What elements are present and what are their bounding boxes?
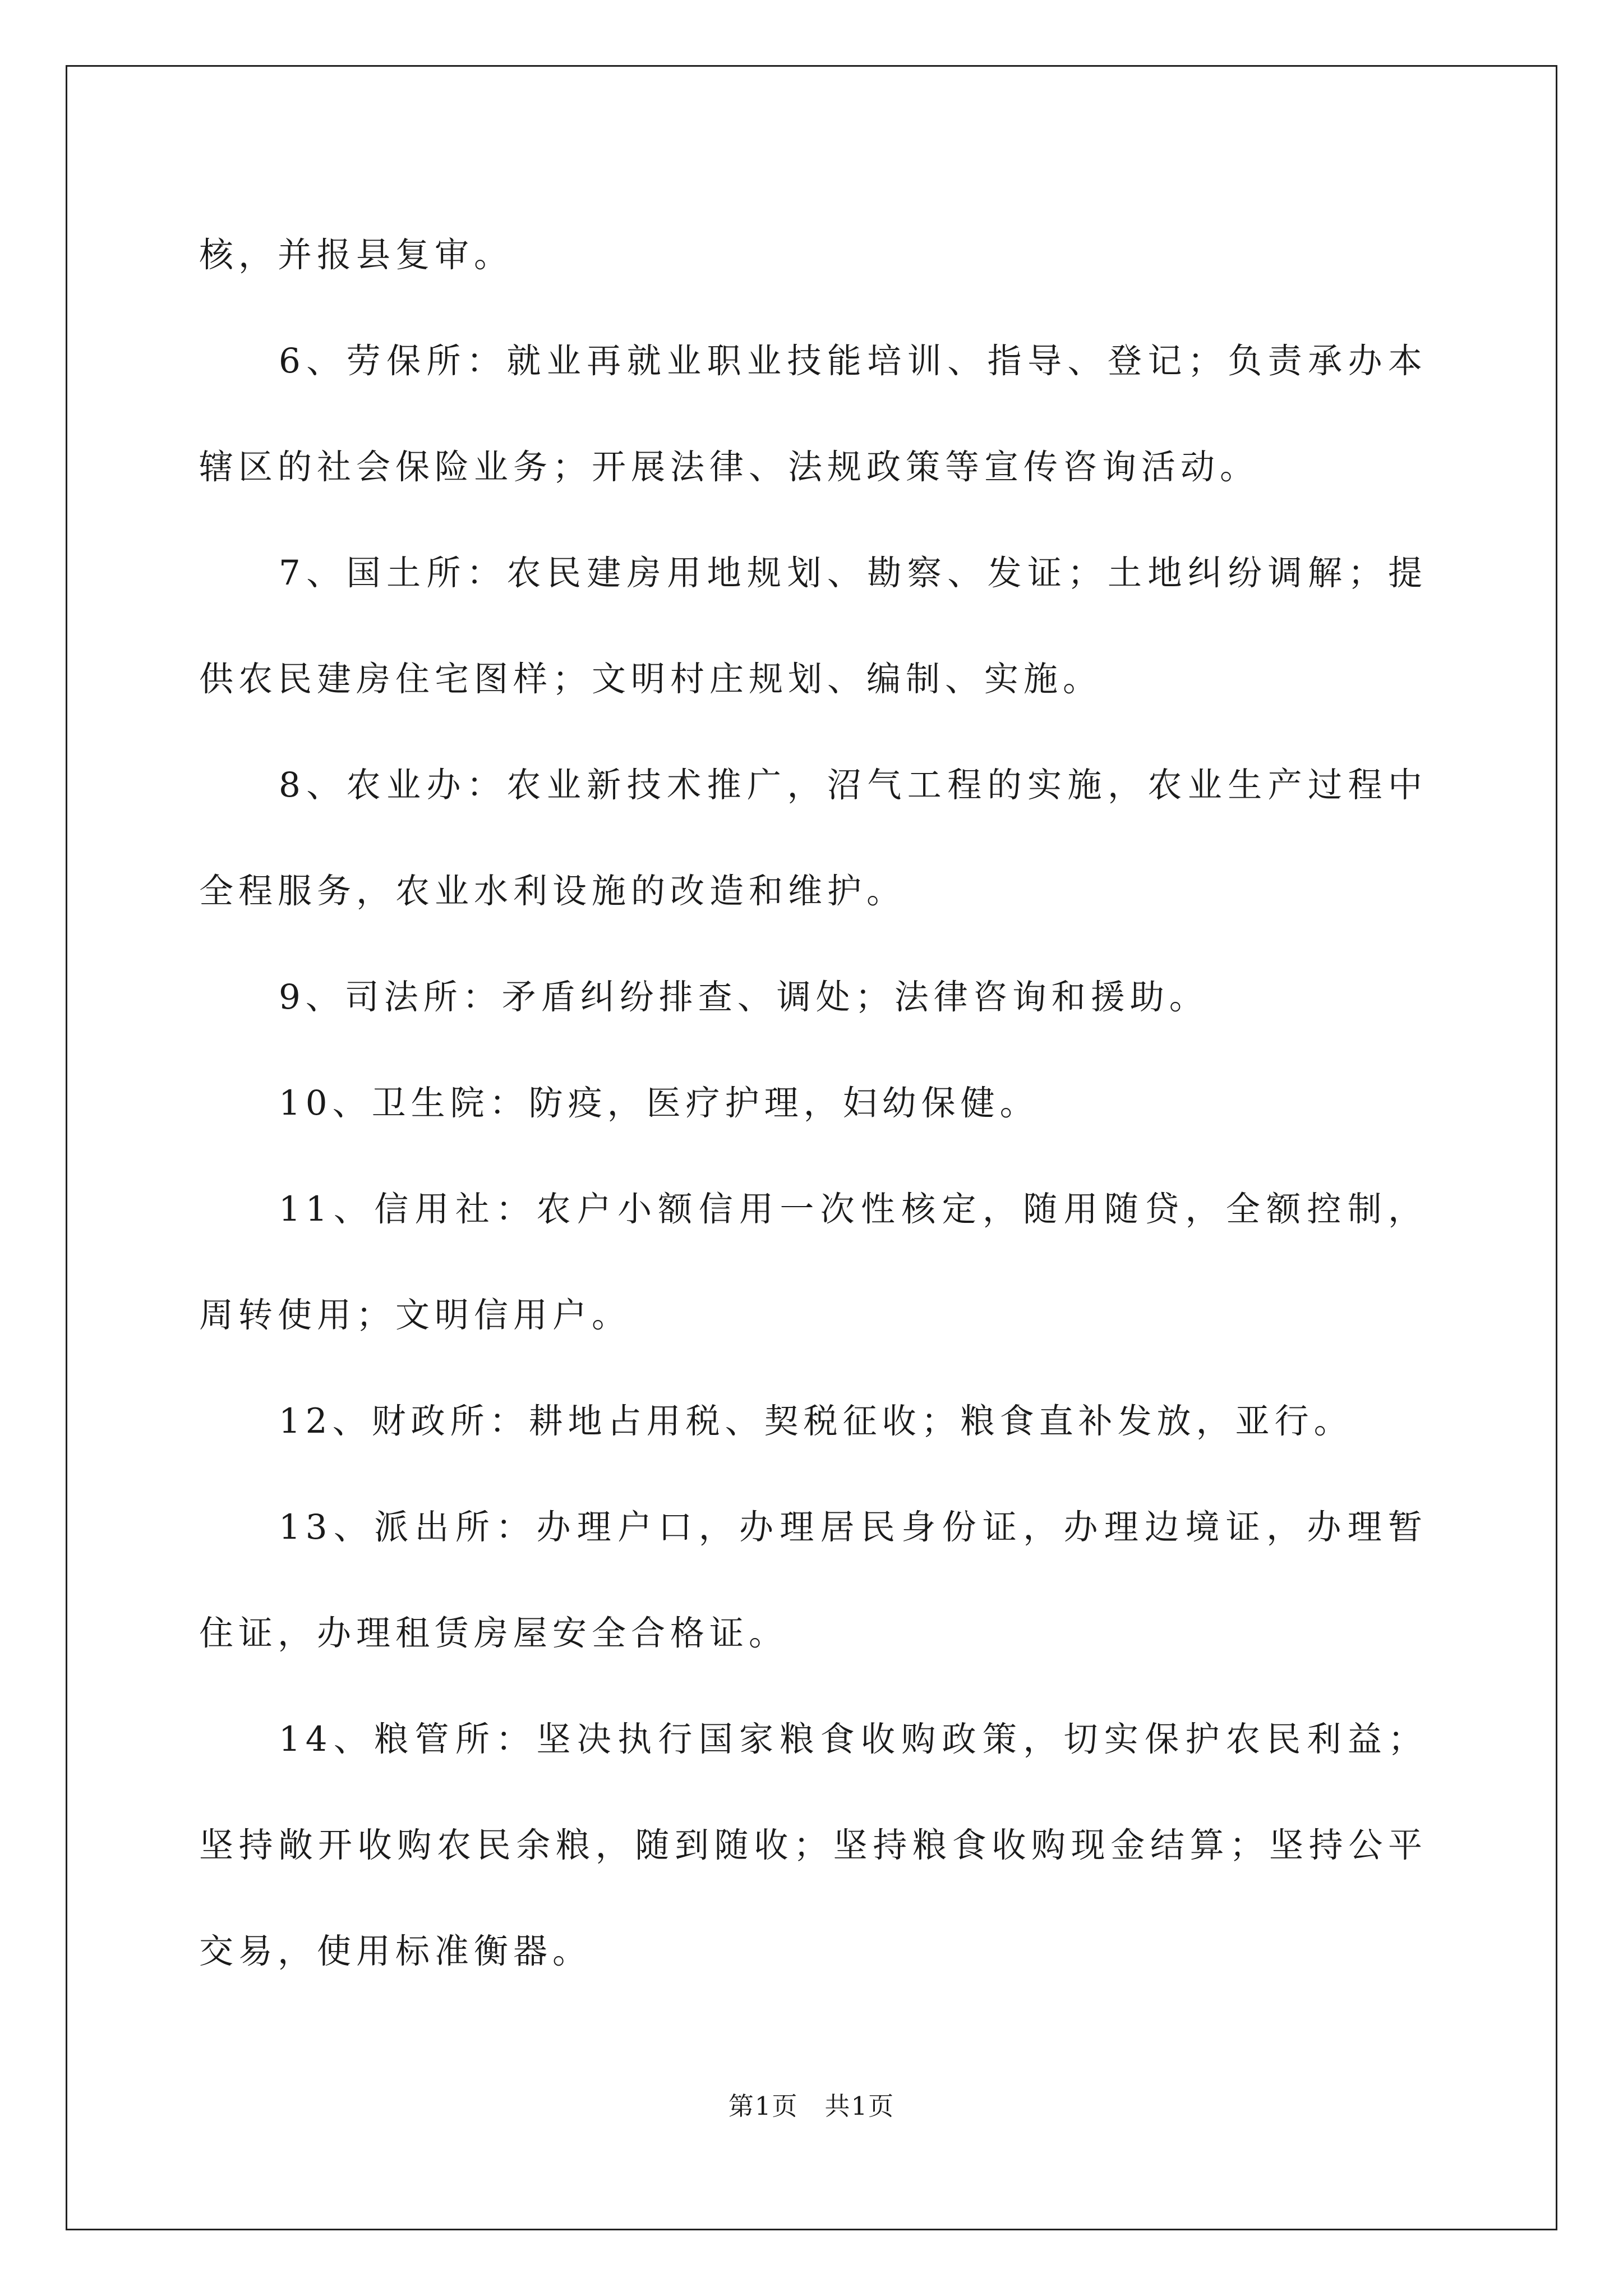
paragraph-continuation: 核，并报县复审。 bbox=[199, 235, 514, 275]
paragraph-item-14: 14、粮管所：坚决执行国家粮食收购政策，切实保护农民利益；坚持敞开收购农民余粮，随到随收；坚持粮食收购现金结算；坚持公平交易，使用标准衡器。 bbox=[199, 1719, 1427, 1971]
document-body bbox=[199, 202, 1427, 2004]
paragraph-item-13: 13、派出所：办理户口，办理居民身份证，办理边境证，办理暂住证，办理租赁房屋安全合格证。 bbox=[199, 1507, 1427, 1653]
paragraph-item-10: 10、卫生院：防疫，医疗护理，妇幼保健。 bbox=[279, 1083, 1039, 1123]
page-number-footer: 第1页 共1页 bbox=[728, 2091, 895, 2121]
paragraph-item-11: 11、信用社：农户小额信用一次性核定，随用随贷，全额控制，周转使用；文明信用户。 bbox=[199, 1189, 1427, 1335]
paragraph-item-8: 8、农业办：农业新技术推广，沼气工程的实施，农业生产过程中全程服务，农业水利设施的改造和维护。 bbox=[199, 765, 1427, 911]
paragraph-item-9: 9、司法所：矛盾纠纷排查、调处；法律咨询和援助。 bbox=[279, 977, 1209, 1017]
paragraph-item-7: 7、国土所：农民建房用地规划、勘察、发证；土地纠纷调解；提供农民建房住宅图样；文明村庄规划、编制、实施。 bbox=[199, 553, 1427, 699]
paragraph-item-6: 6、劳保所：就业再就业职业技能培训、指导、登记；负责承办本辖区的社会保险业务；开展法律、法规政策等宣传咨询活动。 bbox=[199, 341, 1427, 487]
paragraph-item-12: 12、财政所：耕地占用税、契税征收；粮食直补发放，亚行。 bbox=[279, 1401, 1353, 1441]
